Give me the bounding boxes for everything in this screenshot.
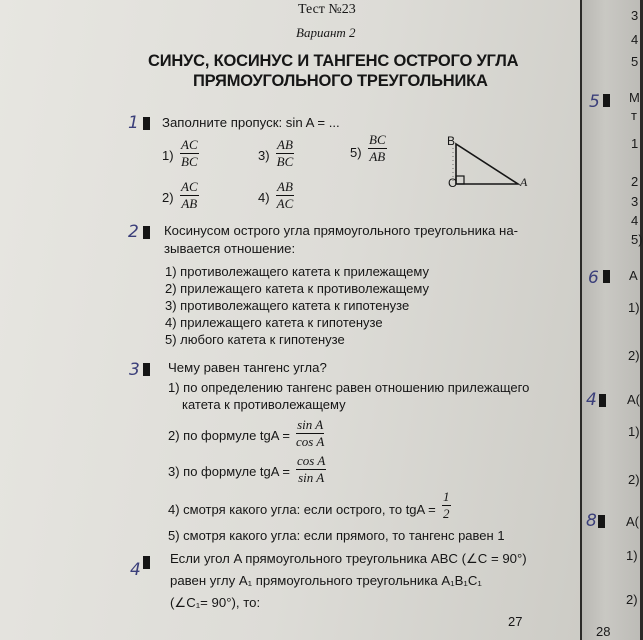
question-2-text-line2: зывается отношение: [164, 241, 296, 256]
handwritten-number-4: 4 [130, 560, 141, 580]
right-item: 5) [631, 232, 643, 247]
handwritten-mark: 6 [588, 268, 599, 288]
q1-option-1-label: 1) [162, 148, 174, 163]
q1-option-1-fraction [180, 138, 199, 169]
right-item: 1 [631, 136, 639, 151]
question-marker [143, 117, 150, 130]
q1-option-5-label: 5) [350, 145, 362, 160]
variant-label: Вариант 2 [296, 25, 356, 40]
fraction-denominator: 2 [443, 506, 450, 521]
q3-option-3-fraction [296, 454, 326, 485]
page-number: 27 [508, 614, 523, 629]
right-item: 5 [631, 54, 639, 69]
right-item: 1) [628, 424, 640, 439]
handwritten-number-1: 1 [128, 113, 139, 133]
fraction-denominator: cos A [296, 434, 325, 449]
right-q7-letter: А( [627, 392, 640, 407]
fraction-numerator: AB [277, 179, 293, 194]
q1-option-2-label: 2) [162, 190, 174, 205]
q2-option-3: 3) противолежащего катета к гипотенузе [165, 298, 410, 313]
fraction-denominator: BC [181, 154, 198, 169]
right-q5-t: т [631, 108, 637, 123]
q3-option-2-fraction [296, 418, 324, 449]
question-marker [143, 226, 150, 239]
question-marker [143, 363, 150, 376]
right-item: 2) [628, 348, 640, 363]
q1-option-4-fraction [276, 180, 294, 211]
fraction-numerator: sin A [297, 417, 324, 432]
right-q6-letter: А [629, 268, 638, 283]
question-3-text: Чему равен тангенс угла? [168, 360, 327, 375]
fraction-denominator: AC [276, 196, 294, 211]
q3-option-4-fraction [442, 490, 451, 521]
fraction-numerator: 1 [443, 489, 450, 504]
fraction-denominator: BC [276, 154, 294, 169]
question-1-text: Заполните пропуск: sin A = ... [162, 115, 340, 130]
fraction-numerator: cos A [297, 453, 326, 468]
fraction-numerator: BC [369, 132, 386, 147]
fraction-numerator: AC [181, 179, 198, 194]
q1-option-5-fraction [368, 133, 387, 164]
right-item: 4 [631, 32, 639, 47]
q2-option-4: 4) прилежащего катета к гипотенузе [165, 315, 383, 330]
topic-heading-line1: СИНУС, КОСИНУС И ТАНГЕНС ОСТРОГО УГЛА [148, 52, 519, 70]
question-marker [603, 94, 610, 107]
right-item: 2) [628, 472, 640, 487]
right-item: 3 [631, 194, 639, 209]
right-page-number: 28 [596, 624, 611, 639]
q3-option-2-prefix: 2) по формуле tgA = [168, 428, 290, 443]
handwritten-mark: 4 [586, 390, 597, 410]
q2-option-2: 2) прилежащего катета к противолежащему [165, 281, 429, 296]
right-item: 3 [631, 8, 639, 23]
q3-option-4-prefix: 4) смотря какого угла: если острого, то tgA = [168, 502, 436, 517]
right-page-edge [582, 0, 643, 640]
right-item: 2) [626, 592, 638, 607]
q3-option-5: 5) смотря какого угла: если прямого, то тангенс равен 1 [168, 528, 505, 543]
q2-option-1: 1) противолежащего катета к прилежащему [165, 264, 429, 279]
fraction-denominator: AB [181, 196, 198, 211]
question-2-text-line1: Косинусом острого угла прямоугольного треугольника на- [164, 223, 519, 238]
q1-option-4-label: 4) [258, 190, 270, 205]
q2-option-5: 5) любого катета к гипотенузе [165, 332, 345, 347]
vertex-label-b: B [447, 134, 456, 148]
handwritten-mark: 5 [589, 92, 600, 112]
question-4-line2: равен углу A₁ прямоугольного треугольника A₁B₁C₁ [170, 573, 482, 588]
vertex-label-a: A [520, 175, 528, 189]
q3-option-1-line2: катета к противолежащему [182, 397, 346, 412]
question-marker [603, 270, 610, 283]
q1-option-3-fraction [276, 138, 294, 169]
right-q5-letter: М [629, 90, 640, 105]
right-q8-letter: А( [626, 514, 639, 529]
question-marker [598, 515, 605, 528]
right-item: 1) [626, 548, 638, 563]
question-marker [599, 394, 606, 407]
right-item: 4 [631, 213, 639, 228]
topic-heading-line2: ПРЯМОУГОЛЬНОГО ТРЕУГОЛЬНИКА [193, 72, 488, 90]
q3-option-1-line1: 1) по определению тангенс равен отношению прилежащего [168, 380, 530, 395]
question-marker [143, 556, 150, 569]
vertex-label-c: C [448, 176, 457, 190]
right-item: 1) [628, 300, 640, 315]
q3-option-3-prefix: 3) по формуле tgA = [168, 464, 290, 479]
q1-option-2-fraction [180, 180, 199, 211]
right-item: 2 [631, 174, 639, 189]
handwritten-mark: 8 [586, 511, 597, 531]
fraction-denominator: sin A [298, 470, 325, 485]
fraction-numerator: AB [277, 137, 293, 152]
q1-option-3-label: 3) [258, 148, 270, 163]
handwritten-number-3: 3 [129, 360, 140, 380]
question-4-line1: Если угол A прямоугольного треугольника ABC (∠C = 90°) [170, 551, 527, 566]
handwritten-number-2: 2 [128, 222, 139, 242]
test-title: Тест №23 [298, 2, 356, 17]
fraction-denominator: AB [369, 149, 386, 164]
question-4-line3: (∠C₁= 90°), то: [170, 595, 261, 610]
fraction-numerator: AC [181, 137, 198, 152]
